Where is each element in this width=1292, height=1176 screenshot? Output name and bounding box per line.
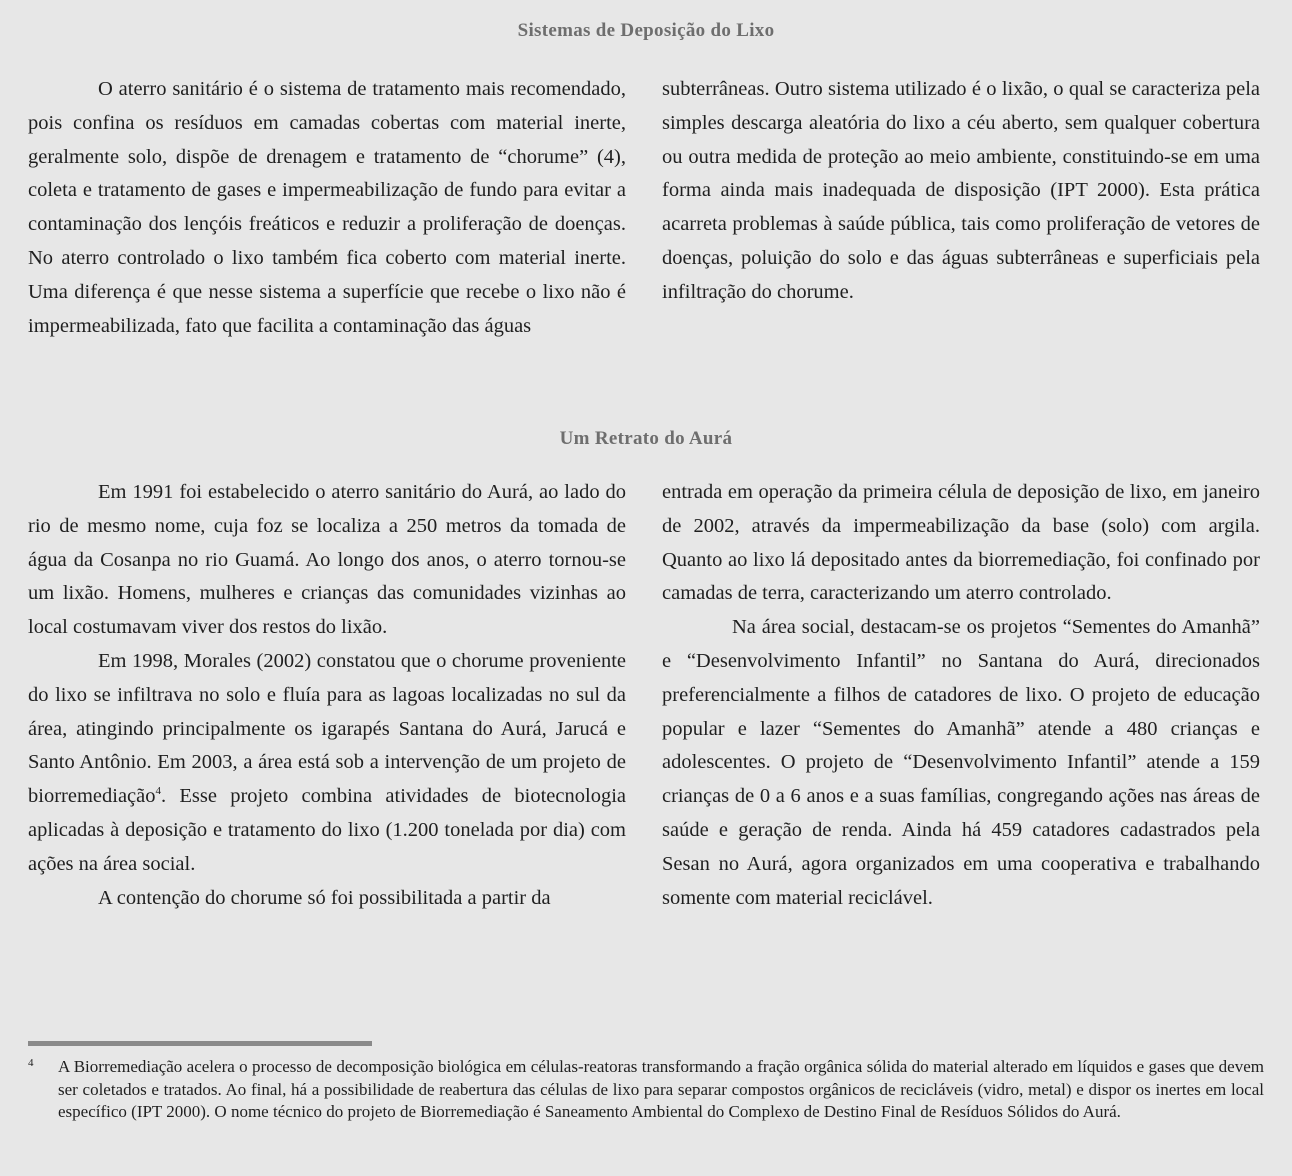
- footnote-divider: [28, 1041, 372, 1046]
- section-title-aura: Um Retrato do Aurá: [559, 428, 733, 449]
- section2-column-left: [28, 476, 626, 915]
- paragraph: A contenção do chorume só foi possibilitada a partir da: [98, 886, 551, 909]
- footnote: [28, 1056, 1264, 1124]
- paragraph: O aterro sanitário é o sistema de tratamento mais recomendado, pois confina os resíduos em camadas cobertas com material inerte, geralmente solo, dispõe de drenagem e tratamento de “chorume” (4), coleta e tratamento de gases e impermeabilização de fundo para evitar a contaminação dos lençóis freáticos e reduzir a proliferação de doenças. No aterro controlado o lixo também fica coberto com material inerte. Uma diferença é que nesse sistema a superfície que recebe o lixo não é impermeabilizada, fato que facilita a contaminação das águas: [28, 78, 626, 337]
- paragraph: Em 1991 foi estabelecido o aterro sanitário do Aurá, ao lado do rio de mesmo nome, cuja foz se localiza a 250 metros da tomada de água da Cosanpa no rio Guamá. Ao longo dos anos, o aterro tornou-se um lixão. Homens, mulheres e crianças das comunidades vizinhas ao local costumavam viver dos restos do lixão.: [28, 481, 626, 639]
- paragraph: [28, 645, 626, 882]
- paragraph: Na área social, destacam-se os projetos “Sementes do Amanhã” e “Desenvolvimento Infantil” no Santana do Aurá, direcionados preferencialmente a filhos de catadores de lixo. O projeto de educação popular e lazer “Sementes do Amanhã” atende a 480 crianças e adolescentes. O projeto de “Desenvolvimento Infantil” atende a 159 crianças de 0 a 6 anos e a suas famílias, congregando ações nas áreas de saúde e geração de renda. Ainda há 459 catadores cadastrados pela Sesan no Aurá, agora organizados em uma cooperativa e trabalhando somente com material reciclável.: [662, 616, 1260, 909]
- section1-column-right: [662, 73, 1260, 310]
- paragraph: entrada em operação da primeira célula de deposição de lixo, em janeiro de 2002, através da impermeabilização da base (solo) com argila. Quanto ao lixo lá depositado antes da biorremediação, foi confinado por camadas de terra, caracterizando um aterro controlado.: [662, 481, 1260, 605]
- footnote-mark: 4: [28, 1057, 34, 1069]
- section1-column-left: [28, 73, 626, 343]
- paragraph-text: Em 1998, Morales (2002) constatou que o chorume proveniente do lixo se infiltrava no solo e fluía para as lagoas localizadas no sul da área, atingindo principalmente os igarapés Santana do Aurá, Jarucá e Santo Antônio. Em 2003, a área está sob a intervenção de um projeto de biorremediação: [28, 649, 626, 808]
- paragraph: subterrâneas. Outro sistema utilizado é o lixão, o qual se caracteriza pela simples descarga aleatória do lixo a céu aberto, sem qualquer cobertura ou outra medida de proteção ao meio ambiente, constituindo-se em uma forma ainda mais inadequada de disposição (IPT 2000). Esta prática acarreta problemas à saúde pública, tais como proliferação de vetores de doenças, poluição do solo e das águas subterrâneas e superficiais pela infiltração do chorume.: [662, 78, 1260, 303]
- paragraph-text: . Esse projeto combina atividades de biotecnologia aplicadas à deposição e tratamento do lixo (1.200 tonelada por dia) com ações na área social.: [28, 785, 626, 875]
- footnote-text: A Biorremediação acelera o processo de decomposição biológica em células-reatoras transformando a fração orgânica sólida do material alterado em líquidos e gases que devem ser coletados e tratados. Ao final, há a possibilidade de reabertura das células de lixo para separar compostos orgânicos de recicláveis (vidro, metal) e dispor os inertes em local específico (IPT 2000). O nome técnico do projeto de Biorremediação é Saneamento Ambiental do Complexo de Destino Final de Resíduos Sólidos do Aurá.: [58, 1057, 1264, 1121]
- footnote-reference: 4: [155, 785, 161, 798]
- section-title-deposicao: Sistemas de Deposição do Lixo: [517, 20, 775, 41]
- section2-column-right: [662, 476, 1260, 915]
